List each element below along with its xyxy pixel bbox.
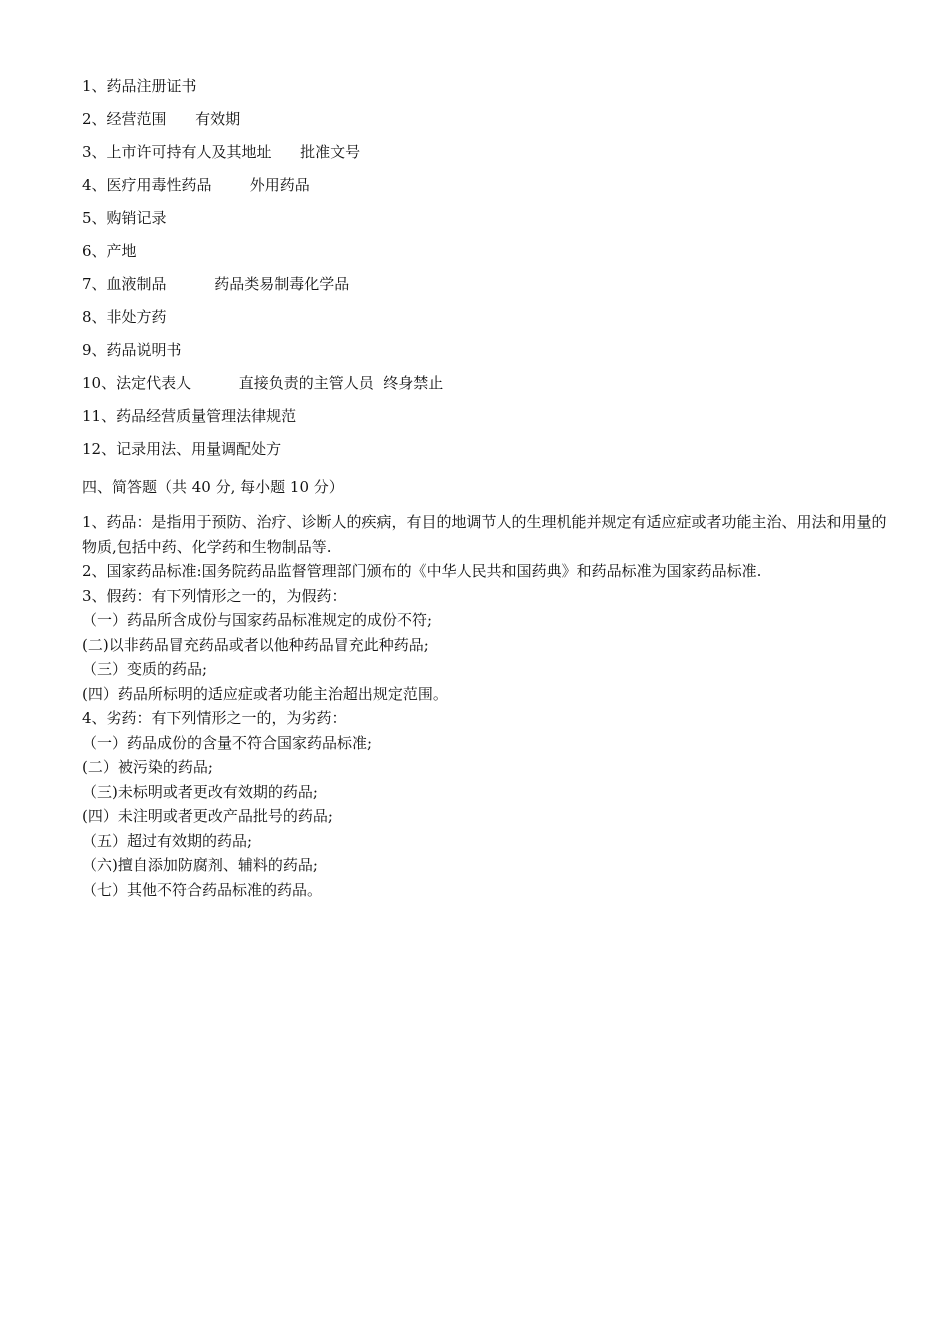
answer-line-4: 4、医疗用毒性药品 外用药品 — [82, 176, 310, 194]
short-answer-section — [82, 510, 887, 902]
q3-item-2: (二)以非药品冒充药品或者以他种药品冒充此种药品; — [82, 635, 429, 654]
answer-line-12: 12、记录用法、用量调配处方 — [82, 440, 282, 458]
fill-in-answer-list — [82, 76, 882, 472]
q3-item-1: （一）药品所含成份与国家药品标准规定的成份不符; — [82, 611, 433, 629]
q4-item-1: （一）药品成份的含量不符合国家药品标准; — [82, 733, 373, 752]
q4-item-7: （七）其他不符合药品标准的药品。 — [82, 880, 323, 899]
answer-q4: 4、劣药：有下列情形之一的，为劣药： — [82, 709, 347, 727]
answer-line-11: 11、药品经营质量管理法律规范 — [82, 407, 297, 425]
answer-line-5: 5、购销记录 — [82, 209, 167, 227]
q4-item-6: （六)擅自添加防腐剂、辅料的药品; — [82, 856, 318, 874]
answer-q1: 1、药品：是指用于预防、治疗、诊断人的疾病，有目的地调节人的生理机能并规定有适应症或者功能主治、用法和用量的物质,包括中药、化学药和生物制品等. — [82, 513, 887, 556]
answer-line-9: 9、药品说明书 — [82, 341, 182, 359]
q4-item-4: (四）未注明或者更改产品批号的药品; — [82, 807, 333, 825]
answer-line-10: 10、法定代表人 直接负责的主管人员 终身禁止 — [82, 374, 444, 392]
q4-item-5: （五）超过有效期的药品; — [82, 831, 253, 850]
q3-item-4: (四）药品所标明的适应症或者功能主治超出规定范围。 — [82, 684, 448, 703]
answer-line-8: 8、非处方药 — [82, 308, 167, 326]
answer-line-1: 1、药品注册证书 — [82, 77, 197, 95]
section-title-short-answer: 四、简答题（共 40 分, 每小题 10 分） — [82, 478, 344, 496]
answer-q3: 3、假药：有下列情形之一的，为假药： — [82, 586, 347, 605]
answer-line-3: 3、上市许可持有人及其地址 批准文号 — [82, 143, 361, 161]
answer-line-6: 6、产地 — [82, 242, 137, 260]
answer-line-2: 2、经营范围 有效期 — [82, 110, 241, 128]
q4-item-2: (二）被污染的药品; — [82, 758, 213, 776]
q3-item-3: （三）变质的药品; — [82, 660, 208, 678]
answer-q2: 2、国家药品标准:国务院药品监督管理部门颁布的《中华人民共和国药典》和药品标准为国家药品标准. — [82, 562, 762, 580]
q4-item-3: （三)未标明或者更改有效期的药品; — [82, 782, 318, 801]
answer-line-7: 7、血液制品 药品类易制毒化学品 — [82, 275, 350, 293]
